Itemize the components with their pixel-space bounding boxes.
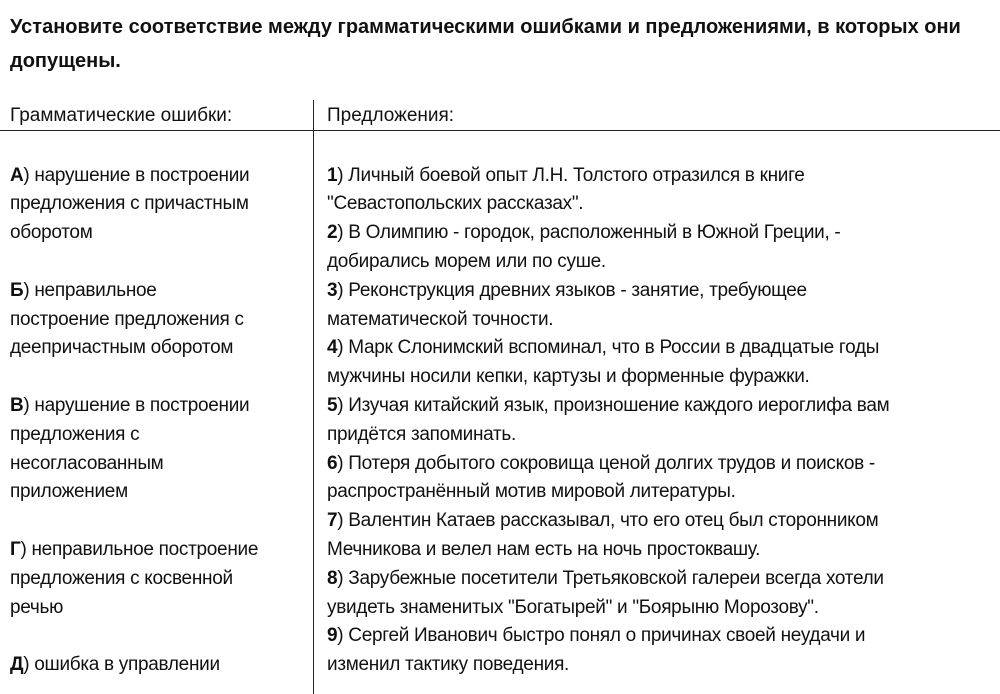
error-item-line	[10, 161, 249, 190]
item-text: ) Сергей Иванович быстро понял о причинах своей неудачи и	[337, 625, 866, 647]
item-label: 1	[327, 164, 338, 186]
error-item-line	[10, 391, 249, 420]
sentence-item-line	[327, 362, 809, 391]
item-label: 8	[327, 567, 338, 589]
item-text: ) нарушение в построении	[23, 394, 250, 416]
item-text: предложения с	[10, 423, 140, 445]
item-label: Г	[10, 538, 21, 560]
item-text: Мечникова и велел нам есть на ночь простоквашу.	[327, 538, 761, 560]
item-text: приложением	[10, 481, 128, 503]
item-text: ) В Олимпию - городок, расположенный в Южной Греции, -	[337, 222, 841, 244]
sentence-item-line	[327, 391, 889, 420]
header-divider	[0, 130, 1000, 131]
sentence-item-line	[327, 506, 878, 535]
item-text: изменил тактику поведения.	[327, 654, 570, 676]
column-divider	[313, 100, 314, 694]
error-item-line	[10, 593, 63, 622]
item-label: 4	[327, 337, 338, 359]
item-text: увидеть знаменитых "Богатырей" и "Боярыню Морозову".	[327, 596, 819, 618]
item-text: "Севастопольских рассказах".	[327, 193, 584, 215]
item-text: распространённый мотив мировой литературы.	[327, 481, 736, 503]
sentence-item-line	[327, 477, 736, 506]
item-text: ) Потеря добытого сокровища ценой долгих трудов и поисков -	[337, 452, 875, 474]
item-text: ) Валентин Катаев рассказывал, что его отец был сторонником	[337, 510, 879, 532]
item-text: предложения с причастным	[10, 193, 249, 215]
error-item-line	[10, 477, 128, 506]
error-item-line	[10, 189, 249, 218]
sentence-item-line	[327, 564, 884, 593]
errors-column-header: Грамматические ошибки:	[10, 105, 233, 126]
item-label: 6	[327, 452, 338, 474]
item-text: ) Марк Слонимский вспоминал, что в России в двадцатые годы	[337, 337, 880, 359]
item-label: В	[10, 394, 24, 416]
task-title: Установите соответствие между грамматическими ошибками и предложениями, в которых они допущены.	[10, 16, 961, 72]
error-item-line	[10, 218, 92, 247]
sentence-item-line	[327, 420, 516, 449]
sentence-item-line	[327, 247, 606, 276]
sentence-item-line	[327, 449, 875, 478]
item-text: добирались морем или по суше.	[327, 250, 606, 272]
item-label: 2	[327, 222, 338, 244]
sentence-item-line	[327, 535, 760, 564]
item-label: 3	[327, 279, 338, 301]
sentence-item-line	[327, 218, 840, 247]
item-text: ) Реконструкция древних языков - занятие, требующее	[337, 279, 807, 301]
error-item-line	[10, 333, 233, 362]
sentence-item-line	[327, 161, 805, 190]
sentence-item-line	[327, 650, 569, 679]
error-item-line	[10, 564, 233, 593]
item-text: построение предложения с	[10, 308, 244, 330]
item-label: Б	[10, 279, 24, 301]
item-label: Д	[10, 654, 24, 676]
item-text: ) неправильное	[23, 279, 157, 301]
item-label: А	[10, 164, 24, 186]
item-text: математической точности.	[327, 308, 554, 330]
sentence-item-line	[327, 621, 865, 650]
sentences-column-header: Предложения:	[327, 105, 455, 126]
error-item-line	[10, 449, 163, 478]
item-label: 7	[327, 510, 338, 532]
sentence-item-line	[327, 593, 819, 622]
item-text: ) Изучая китайский язык, произношение каждого иероглифа вам	[337, 394, 890, 416]
item-text: предложения с косвенной	[10, 567, 233, 589]
error-item-line	[10, 420, 139, 449]
item-text: оборотом	[10, 222, 93, 244]
sentence-item-line	[327, 189, 583, 218]
item-text: мужчины носили кепки, картузы и форменные фуражки.	[327, 366, 810, 388]
item-text: речью	[10, 596, 64, 618]
item-label: 9	[327, 625, 338, 647]
item-text: ) Зарубежные посетители Третьяковской галереи всегда хотели	[337, 567, 884, 589]
item-text: ) неправильное построение	[20, 538, 259, 560]
error-item-line	[10, 650, 220, 679]
item-label: 5	[327, 394, 338, 416]
item-text: ) нарушение в построении	[23, 164, 250, 186]
item-text: несогласованным	[10, 452, 164, 474]
sentence-item-line	[327, 305, 553, 334]
sentence-item-line	[327, 276, 807, 305]
error-item-line	[10, 535, 258, 564]
error-item-line	[10, 276, 157, 305]
item-text: ) Личный боевой опыт Л.Н. Толстого отразился в книге	[337, 164, 805, 186]
item-text: деепричастным оборотом	[10, 337, 234, 359]
item-text: ) ошибка в управлении	[23, 654, 220, 676]
item-text: придётся запоминать.	[327, 423, 517, 445]
error-item-line	[10, 305, 244, 334]
sentence-item-line	[327, 333, 879, 362]
